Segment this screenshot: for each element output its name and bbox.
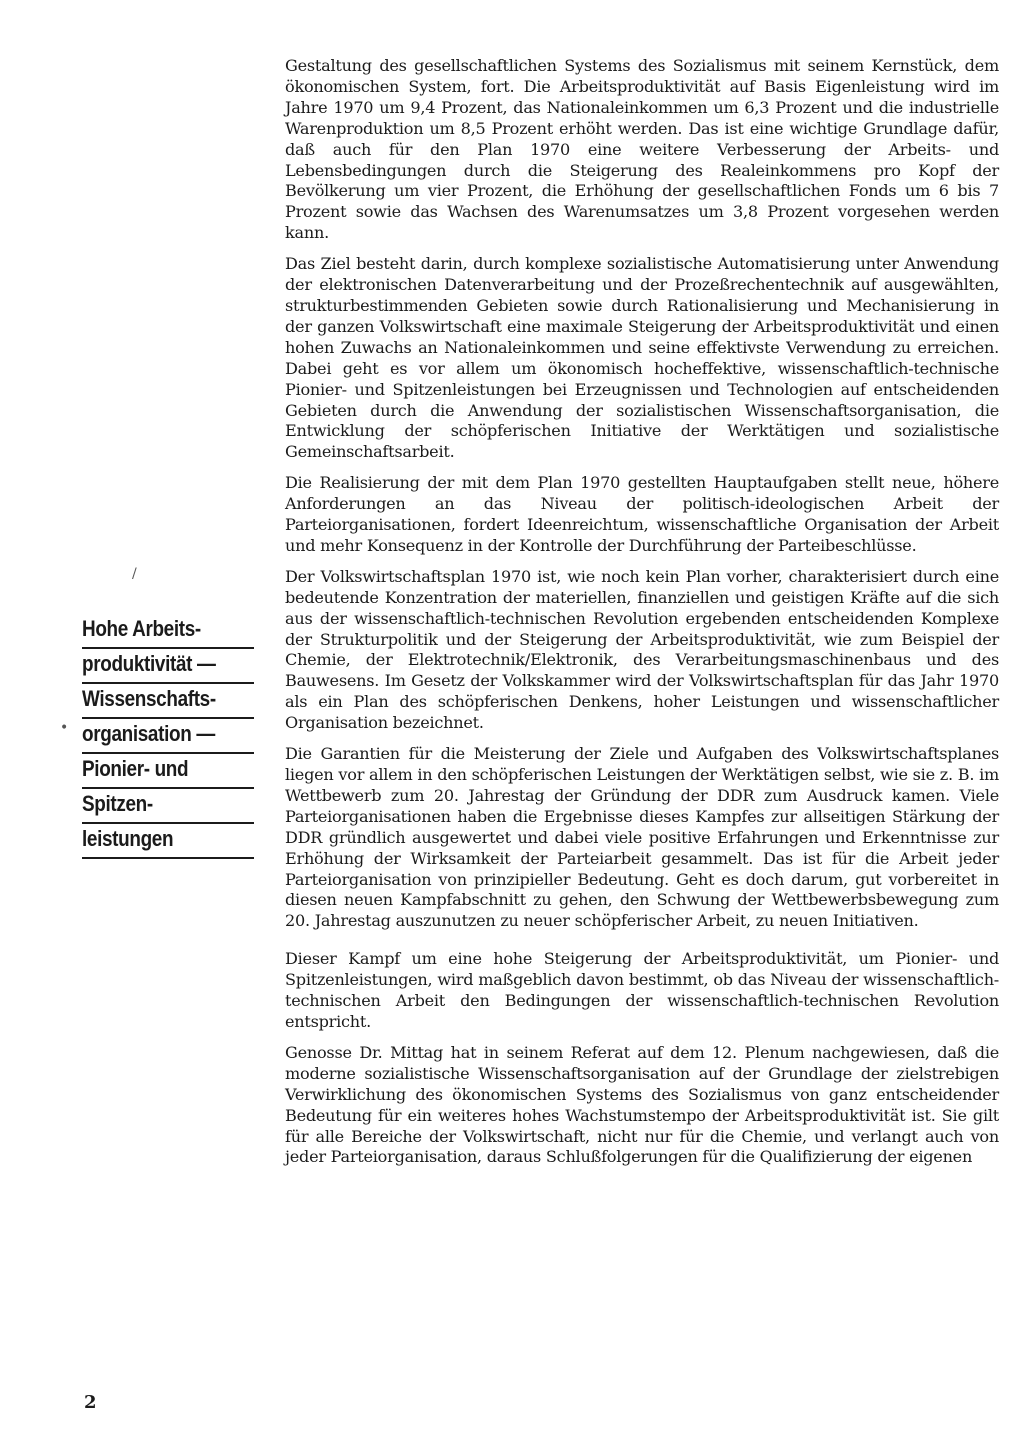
paragraph-7: Genosse Dr. Mittag hat in seinem Referat auf dem 12. Plenum nachgewiesen, daß die moderne sozialistische Wissenschaftsorganisation auf der Grundlage der zielstrebigen Verwirklichung des ökonomischen Systems des Sozialismus von ganz entscheidender Bedeutung für ein weiteres hohes Wachstumstempo der Arbeitsproduktivität ist. Sie gilt für alle Bereiche der Volkswirtschaft, nicht nur für die Chemie, und verlangt auch von jeder Parteiorganisation, daraus Schlußfolgerungen für die Qualifizierung der eigenen: [285, 1042, 999, 1167]
body-text-column: [285, 56, 999, 1178]
margin-heading-line: leistungen: [82, 826, 254, 859]
margin-heading-line: Hohe Arbeits-: [82, 616, 254, 649]
paragraph-3: Die Realisierung der mit dem Plan 1970 gestellten Hauptaufgaben stellt neue, höhere Anforderungen an das Niveau der politisch-ideologischen Arbeit der Parteiorganisationen, fordert Ideenreichtum, wissenschaftliche Organisation der Arbeit und mehr Konsequenz in der Kontrolle der Durchführung der Parteibeschlüsse.: [285, 473, 999, 555]
paragraph-5: Die Garantien für die Meisterung der Ziele und Aufgaben des Volkswirtschaftsplanes liegen vor allem in den schöpferischen Leistungen der Werktätigen selbst, wie sie z. B. im Wettbewerb zum 20. Jahrestag der Gründung der DDR zum Ausdruck kamen. Viele Parteiorganisationen haben die Ergebnisse dieses Kampfes zur allseitigen Stärkung der DDR gründlich ausgewertet und dabei viele positive Erfahrungen und Erkenntnisse zur Erhöhung der Wirksamkeit der Parteiarbeit gesammelt. Das ist für die Arbeit jeder Parteiorganisation von prinzipieller Bedeutung. Geht es doch darum, gut vorbereitet in diesen neuen Kampfabschnitt zu gehen, den Schwung der Wettbewerbsbewegung zum 20. Jahrestag auszunutzen zu neuer schöpferischer Arbeit, zu neuen Initiativen.: [285, 744, 999, 931]
margin-heading-line: Spitzen-: [82, 791, 254, 824]
paragraph-4: Der Volkswirtschaftsplan 1970 ist, wie noch kein Plan vorher, charakterisiert durch eine bedeutende Konzentration der materiellen, finanziellen und geistigen Kräfte auf die sich aus der wissenschaftlich-technischen Revolution ergebenden entscheidenden Komplexe der Strukturpolitik und der Steigerung der Arbeitsproduktivität, wie zum Beispiel der Chemie, der Elektrotechnik/Elektronik, des Verarbeitungsmaschinenbaus und des Bauwesens. Im Gesetz der Volkskammer wird der Volkswirtschaftsplan für das Jahr 1970 als ein Plan des schöpferischen Denkens, hoher Leistungen und wissenschaftlicher Organisation bezeichnet.: [285, 566, 999, 733]
margin-heading-line: produktivität —: [82, 651, 254, 684]
stray-mark: •: [60, 720, 69, 736]
margin-heading: [82, 616, 230, 861]
stray-mark: /: [132, 566, 137, 582]
paragraph-6: Dieser Kampf um eine hohe Steigerung der Arbeitsproduktivität, um Pionier- und Spitzenleistungen, wird maßgeblich davon bestimmt, ob das Niveau der wissenschaftlich-technischen Arbeit den Bedingungen der wissenschaftlich-technischen Revolution entspricht.: [285, 949, 999, 1031]
margin-heading-line: Pionier- und: [82, 756, 254, 789]
paragraph-2: Das Ziel besteht darin, durch komplexe sozialistische Automatisierung unter Anwendung der elektronischen Datenverarbeitung und der Prozeßrechentechnik auf ausgewählten, strukturbestimmenden Gebieten sowie durch Rationalisierung und Mechanisierung in der ganzen Volkswirtschaft eine maximale Steigerung der Arbeitsproduktivität und einen hohen Zuwachs an Nationaleinkommen und seine effektivste Verwendung zu erreichen. Dabei geht es vor allem um ökonomisch hocheffektive, wissenschaftlich-technische Pionier- und Spitzenleistungen bei Erzeugnissen und Technologien auf entscheidenden Gebieten durch die Anwendung der sozialistischen Wissenschaftsorganisation, die Entwicklung der schöpferischen Initiative der Werktätigen und sozialistische Gemeinschaftsarbeit.: [285, 254, 999, 462]
paragraph-1: Gestaltung des gesellschaftlichen Systems des Sozialismus mit seinem Kernstück, dem ökonomischen System, fort. Die Arbeitsproduktivität auf Basis Eigenleistung wird im Jahre 1970 um 9,4 Prozent, das Nationaleinkommen um 6,3 Prozent und die industrielle Warenproduktion um 8,5 Prozent erhöht werden. Das ist eine wichtige Grundlage dafür, daß auch für den Plan 1970 eine weitere Verbesserung der Arbeits- und Lebensbedingungen durch die Steigerung des Realeinkommens pro Kopf der Bevölkerung um vier Prozent, die Erhöhung der gesellschaftlichen Fonds um 6 bis 7 Prozent sowie das Wachsen des Warenumsatzes um 3,8 Prozent vorgesehen werden kann.: [285, 56, 999, 243]
margin-heading-line: Wissenschafts-: [82, 686, 254, 719]
margin-heading-line: organisation —: [82, 721, 254, 754]
page-number: 2: [84, 1392, 97, 1413]
